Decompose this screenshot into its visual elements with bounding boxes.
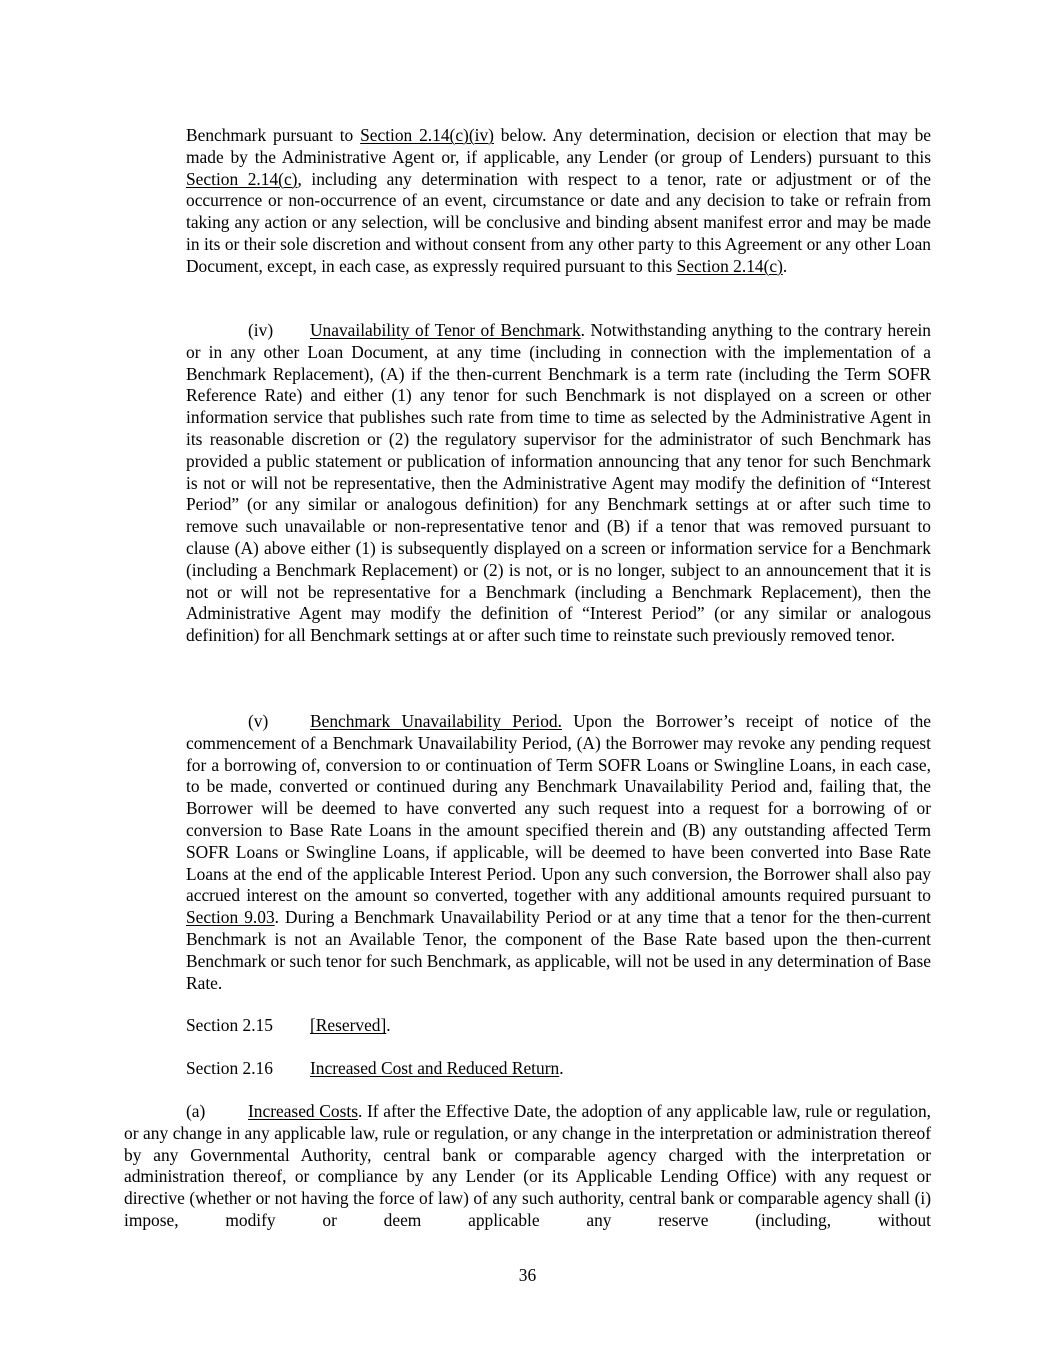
- paragraph-a: [124, 1101, 931, 1232]
- text: .: [559, 1058, 564, 1078]
- text: .: [782, 255, 788, 276]
- clause-heading: Increased Costs: [248, 1101, 358, 1121]
- clause-body: Upon the Borrower’s receipt of notice of the commencement of a Benchmark Unavailability Period, (A) the Borrower may revoke any pending request for a borrowing of, conversion to or continuation of Term SOFR Loans or Swingline Loans, in each case, to be made, converted or continued during any Benchmark Unavailability Period and, failing that, the Borrower will be deemed to have converted any such request into a request for a borrowing of or conversion to Base Rate Loans in the amount specified therein and (B) any outstanding affected Term SOFR Loans or Swingline Loans, if applicable, will be deemed to have been converted into Base Rate Loans at the end of the applicable Interest Period. Upon any such conversion, the Borrower shall also pay accrued interest on the amount so converted, together with any additional amounts required pursuant to: [186, 711, 932, 906]
- section-number: Section 2.16: [186, 1058, 273, 1078]
- clause-heading: Benchmark Unavailability Period.: [310, 711, 562, 731]
- section-title: [Reserved]: [310, 1015, 387, 1035]
- section-title: Increased Cost and Reduced Return: [310, 1058, 560, 1078]
- section-2-16-heading: [186, 1058, 931, 1080]
- text: , including any determination with respect to a tenor, rate or adjustment or of the occurrence or non-occurrence of an event, circumstance or date and any decision to take or refrain from taking any action or any selection, will be conclusive and binding absent manifest error and may be made in its or their sole discretion and without consent from any other party to this Agreement or any other Loan Document, except, in each case, as expressly required pursuant to this: [186, 168, 931, 276]
- paragraph-v: [186, 711, 931, 994]
- clause-body: . Notwithstanding anything to the contrary herein or in any other Loan Document, at any time (including in connection with the implementation of a Benchmark Replacement), (A) if the then-current Benchmark is a term rate (including the Term SOFR Reference Rate) and either (1) any tenor for such Benchmark is not displayed on a screen or other information service that publishes such rate from time to time as selected by the Administrative Agent in its reasonable discretion or (2) the regulatory supervisor for the administrator of such Benchmark has provided a public statement or publication of information announcing that any tenor for such Benchmark is not or will not be representative, then the Administrative Agent may modify the definition of “Interest Period” (or any similar or analogous definition) for any Benchmark settings at or after such time to remove such unavailable or non-representative tenor and (B) if a tenor that was removed pursuant to clause (A) above either (1) is subsequently displayed on a screen or information service for a Benchmark (including a Benchmark Replacement) or (2) is not, or is no longer, subject to an announcement that it is not or will not be representative for a Benchmark (including a Benchmark Replacement), then the Administrative Agent may modify the definition of “Interest Period” (or any similar or analogous definition) for all Benchmark settings at or after such time to reinstate such previously removed tenor.: [186, 320, 932, 646]
- text: below. Any determination, decision or election that may be made by the Administrative Agent or, if applicable, any Lender (or group of Lenders) pursuant to this: [186, 125, 932, 167]
- text: Benchmark pursuant to: [186, 125, 361, 145]
- paragraph-continuation: [186, 125, 931, 278]
- text: .: [386, 1015, 391, 1035]
- page-number: 36: [518, 1265, 537, 1285]
- paragraph-iv: [186, 320, 931, 647]
- clause-heading: Unavailability of Tenor of Benchmark: [310, 320, 581, 340]
- section-reference: Section 2.14(c): [186, 168, 298, 189]
- section-reference: Section 9.03: [186, 907, 275, 928]
- clause-body: . If after the Effective Date, the adoption of any applicable law, rule or regulation, or any change in any applicable law, rule or regulation, or any change in the interpretation or administration thereof by any Governmental Authority, central bank or comparable agency charged with the interpretation or administration thereof, or compliance by any Lender (or its Applicable Lending Office) with any request or directive (whether or not having the force of law) of any such authority, central bank or comparable agency shall (i) impose, modify or deem applicable any reserve (including, without: [124, 1101, 931, 1230]
- section-reference: Section 2.14(c): [676, 255, 783, 276]
- section-reference: Section 2.14(c)(iv): [360, 125, 494, 145]
- clause-number: (a): [186, 1101, 206, 1121]
- clause-number: (v): [248, 711, 269, 731]
- section-number: Section 2.15: [186, 1015, 273, 1035]
- clause-body: . During a Benchmark Unavailability Period or at any time that a tenor for the then-current Benchmark is not an Available Tenor, the component of the Base Rate based upon the then-current Benchmark or such tenor for such Benchmark, as applicable, will not be used in any determination of Base Rate.: [186, 907, 931, 993]
- clause-number: (iv): [248, 320, 274, 340]
- section-2-15-heading: [186, 1015, 931, 1037]
